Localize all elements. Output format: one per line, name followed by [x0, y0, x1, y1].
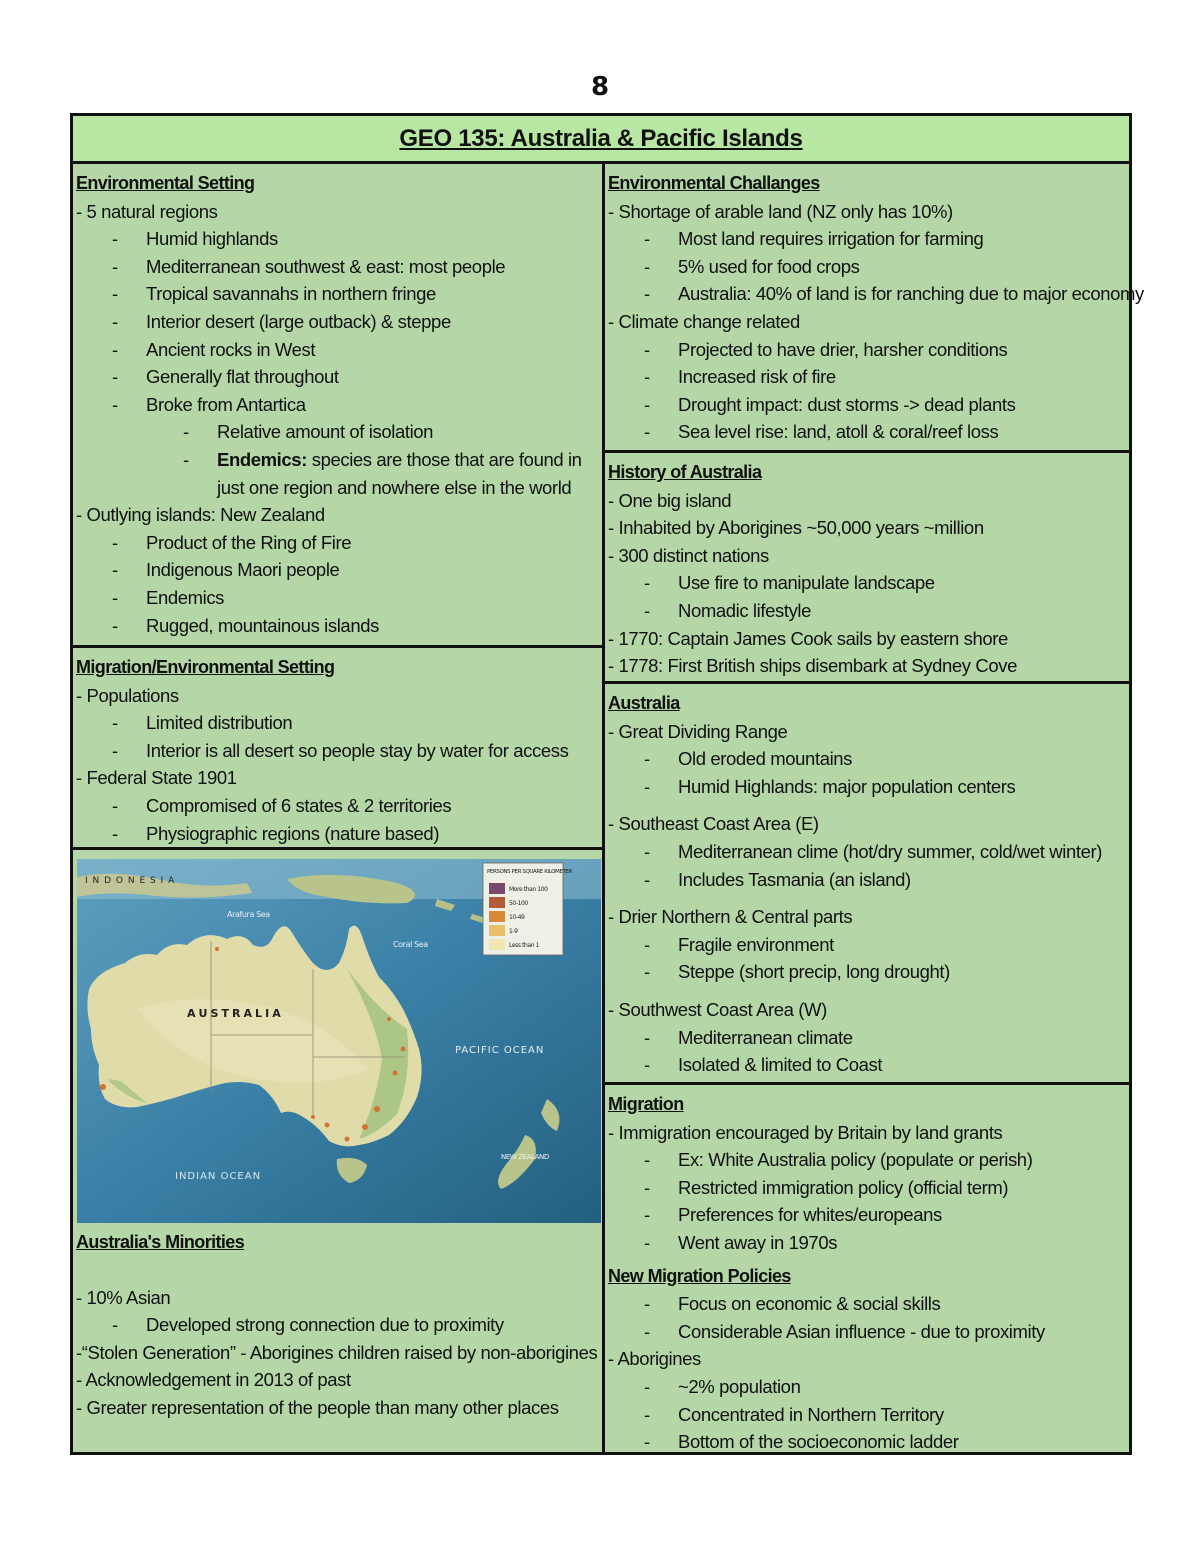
list-item: - Concentrated in Northern Territory [608, 1401, 1125, 1429]
list-item: - Drought impact: dust storms -> dead plants [608, 391, 1125, 419]
list-item: - Limited distribution [76, 709, 598, 737]
section-heading: Migration/Environmental Setting [76, 657, 335, 677]
page-number: 8 [590, 72, 610, 102]
list-item: - Humid Highlands: major population centers [608, 773, 1125, 801]
right-column [605, 164, 1144, 1453]
legend-label: 10-49 [509, 914, 525, 921]
list-item: - Considerable Asian influence - due to proximity [608, 1318, 1125, 1346]
list-item: - Sea level rise: land, atoll & coral/reef loss [608, 418, 1125, 446]
list-item: - Aborigines [608, 1348, 701, 1370]
list-item: - Immigration encouraged by Britain by land grants [608, 1121, 1003, 1143]
legend-title: PERSONS PER SQUARE KILOMETER [487, 869, 572, 875]
list-item: - One big island [608, 489, 732, 511]
map-graphic [77, 859, 601, 1223]
legend-swatch [489, 939, 505, 950]
map-label-coral: Coral Sea [393, 940, 428, 949]
list-item: - Product of the Ring of Fire [76, 529, 598, 557]
list-item: - Isolated & limited to Coast [608, 1051, 1125, 1079]
map-label-arafura: Arafura Sea [227, 910, 270, 919]
legend-swatch [489, 883, 505, 894]
list-item: - Mediterranean southwest & east: most people [76, 253, 598, 281]
list-item: - Mediterranean climate [608, 1024, 1125, 1052]
list-item: - Outlying islands: New Zealand [76, 504, 325, 526]
list-item: - Broke from Antartica [76, 391, 598, 419]
list-item: - 300 distinct nations [608, 544, 769, 566]
list-item: - Compromised of 6 states & 2 territories [76, 792, 598, 820]
list-item: - 1778: First British ships disembark at Sydney Cove [608, 655, 1017, 677]
list-item: - Ex: White Australia policy (populate or perish) [608, 1146, 1125, 1174]
map-label-nz: NEW ZEALAND [501, 1153, 549, 1161]
map-label-indian: INDIAN OCEAN [175, 1171, 262, 1182]
list-item: - Shortage of arable land (NZ only has 10%) [608, 200, 953, 222]
list-item: - 1770: Captain James Cook sails by eastern shore [608, 627, 1008, 649]
list-item: - 5 natural regions [76, 200, 218, 222]
section-migration [605, 1082, 1129, 1452]
legend-label: More than 100 [509, 886, 548, 893]
legend-swatch [489, 897, 505, 908]
list-item: - Federal State 1901 [76, 767, 237, 789]
list-item: - Acknowledgement in 2013 of past [76, 1369, 351, 1391]
map-label-australia: A U S T R A L I A [187, 1007, 281, 1020]
list-item: - Generally flat throughout [76, 363, 598, 391]
left-column [73, 164, 605, 1452]
list-item: - Fragile environment [608, 931, 1125, 959]
list-item: - Projected to have drier, harsher conditions [608, 336, 1125, 364]
list-item: - Interior desert (large outback) & steppe [76, 308, 598, 336]
section-heading: History of Australia [608, 462, 762, 482]
legend-swatch [489, 925, 505, 936]
page-title: GEO 135: Australia & Pacific Islands [73, 116, 1129, 164]
section-map-minorities [73, 847, 602, 1452]
section-heading: Migration [608, 1094, 684, 1114]
section-environmental-challenges [605, 164, 1144, 451]
list-item: - ~2% population [608, 1373, 1125, 1401]
section-heading: Environmental Challanges [608, 173, 820, 193]
list-item: - Greater representation of the people than many other places [76, 1396, 559, 1418]
map-label-indonesia: I N D O N E S I A [85, 876, 176, 886]
list-item: - Increased risk of fire [608, 363, 1125, 391]
legend-label: 1-9 [509, 928, 518, 935]
list-item: - Southeast Coast Area (E) [608, 813, 819, 835]
list-item: - Humid highlands [76, 225, 598, 253]
endemics-term: Endemics: [217, 448, 307, 470]
list-item: - Southwest Coast Area (W) [608, 998, 827, 1020]
section-heading: Australia [608, 693, 680, 713]
list-item: - Great Dividing Range [608, 720, 788, 742]
list-item: - Rugged, mountainous islands [76, 612, 598, 640]
list-item: - Populations [76, 684, 179, 706]
list-item: - Bottom of the socioeconomic ladder [608, 1428, 1125, 1456]
notes-table [70, 113, 1144, 1455]
section-migration-environmental [73, 645, 602, 848]
list-item: - Mediterranean clime (hot/dry summer, cold/wet winter) [608, 838, 1125, 866]
list-item: - Interior is all desert so people stay by water for access [76, 737, 598, 765]
list-item: - Tropical savannahs in northern fringe [76, 280, 598, 308]
list-item: - Old eroded mountains [608, 745, 1125, 773]
subsection-heading: New Migration Policies [608, 1265, 791, 1286]
section-heading: Australia's Minorities [76, 1232, 245, 1252]
list-item-endemics [76, 446, 598, 501]
legend-label: 50-100 [509, 900, 528, 907]
section-environmental-setting [73, 164, 602, 646]
list-item: - Inhabited by Aborigines ~50,000 years ~million [608, 517, 984, 539]
list-item: - Preferences for whites/europeans [608, 1201, 1125, 1229]
map-label-pacific: PACIFIC OCEAN [455, 1045, 545, 1056]
australia-population-map [77, 859, 601, 1223]
list-item: - Ancient rocks in West [76, 336, 598, 364]
list-item: - Nomadic lifestyle [608, 597, 1125, 625]
list-item: - Focus on economic & social skills [608, 1290, 1125, 1318]
endemics-definition: species are those that are found in just one region and nowhere else in the world [217, 448, 582, 498]
list-item: - Restricted immigration policy (official term) [608, 1174, 1125, 1202]
list-item: - Physiographic regions (nature based) [76, 820, 598, 848]
list-item: - Relative amount of isolation [76, 418, 598, 446]
list-item: - 5% used for food crops [608, 253, 1125, 281]
list-item: - Most land requires irrigation for farming [608, 225, 1125, 253]
list-item: - Drier Northern & Central parts [608, 906, 853, 928]
list-item: - Use fire to manipulate landscape [608, 569, 1125, 597]
legend-label: Less than 1 [509, 942, 540, 949]
legend-swatch [489, 911, 505, 922]
list-item: - Includes Tasmania (an island) [608, 866, 1125, 894]
minorities-block [76, 1229, 598, 1422]
list-item: - Climate change related [608, 310, 800, 332]
section-history [605, 450, 1129, 682]
list-item: - 10% Asian [76, 1286, 171, 1308]
list-item: - Steppe (short precip, long drought) [608, 958, 1125, 986]
list-item: - Australia: 40% of land is for ranching due to major economy [608, 280, 1125, 308]
list-item: - Endemics [76, 584, 598, 612]
list-item: -“Stolen Generation” - Aborigines children raised by non-aborigines [76, 1341, 598, 1363]
list-item: - Went away in 1970s [608, 1229, 1125, 1257]
list-item: - Indigenous Maori people [76, 556, 598, 584]
section-heading: Environmental Setting [76, 173, 255, 193]
list-item: - Developed strong connection due to proximity [76, 1311, 598, 1339]
section-australia [605, 681, 1129, 1083]
